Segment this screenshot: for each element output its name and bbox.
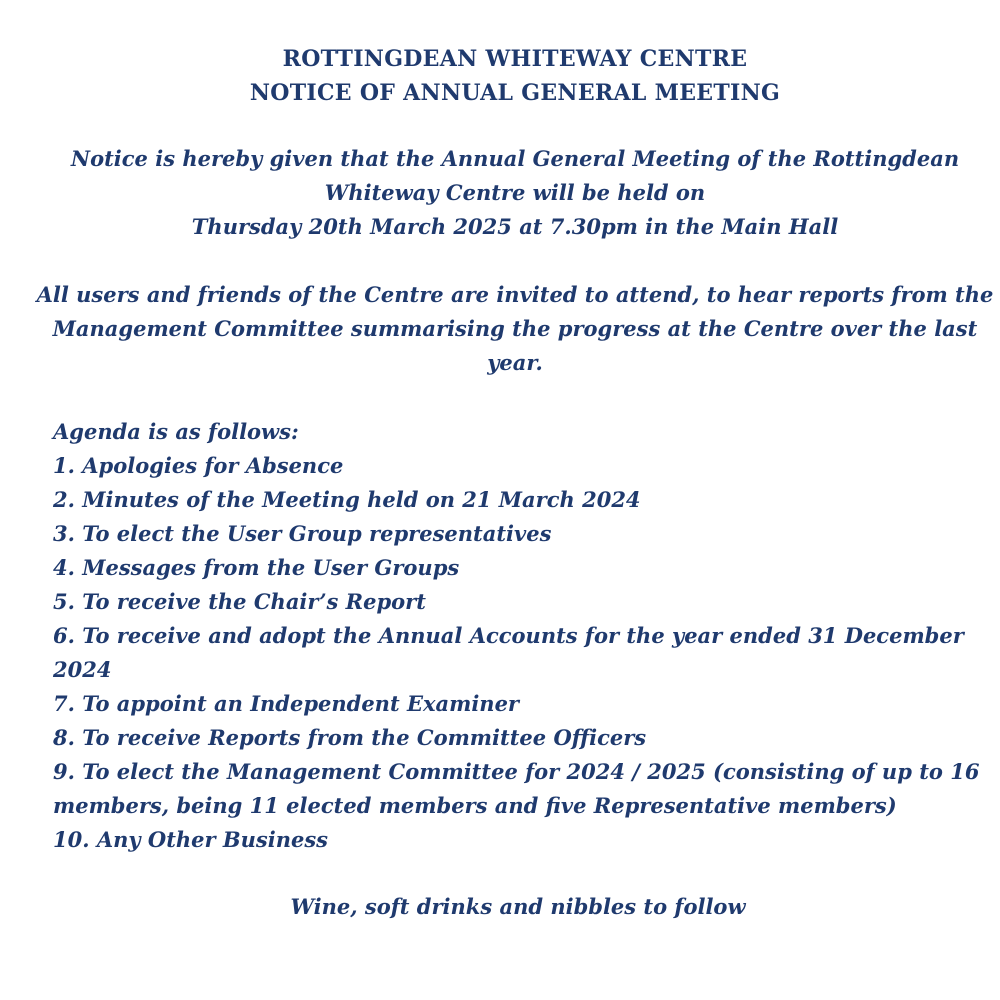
agenda-item: 2. Minutes of the Meeting held on 21 March 2024 [53,487,641,512]
invite-line-3: year. [487,350,543,375]
meeting-notice-paragraph [40,142,990,244]
closing-note: Wine, soft drinks and nibbles to follow [290,894,746,919]
agenda-item: 3. To elect the User Group representatives [53,521,552,546]
invite-line-1: All users and friends of the Centre are invited to attend, to hear reports from the [36,282,994,307]
agenda-item: 8. To receive Reports from the Committee Officers [53,725,647,750]
agenda-item: 7. To appoint an Independent Examiner [53,691,519,716]
organisation-name: ROTTINGDEAN WHITEWAY CENTRE [282,46,748,72]
notice-line-2: Whiteway Centre will be held on [324,180,706,205]
agenda-section [53,415,980,857]
notice-title [0,42,1000,110]
agenda-item: 6. To receive and adopt the Annual Accounts for the year ended 31 December [53,623,964,648]
agenda-item: 4. Messages from the User Groups [53,555,460,580]
notice-heading: NOTICE OF ANNUAL GENERAL MEETING [249,80,781,106]
agenda-item: 10. Any Other Business [53,827,329,852]
agenda-item-continuation: 2024 [53,657,112,682]
agenda-item: 5. To receive the Chair’s Report [53,589,426,614]
invite-line-2: Management Committee summarising the progress at the Centre over the last [52,316,978,341]
agenda-item: 9. To elect the Management Committee for 2024 / 2025 (consisting of up to 16 [53,759,980,784]
agenda-item: 1. Apologies for Absence [53,453,344,478]
agenda-heading: Agenda is as follows: [53,419,299,444]
invitation-paragraph [30,278,1000,380]
meeting-date-time: Thursday 20th March 2025 at 7.30pm in the Main Hall [191,214,839,239]
agenda-item-continuation: members, being 11 elected members and five Representative members) [53,793,897,818]
notice-line-1: Notice is hereby given that the Annual General Meeting of the Rottingdean [70,146,960,171]
